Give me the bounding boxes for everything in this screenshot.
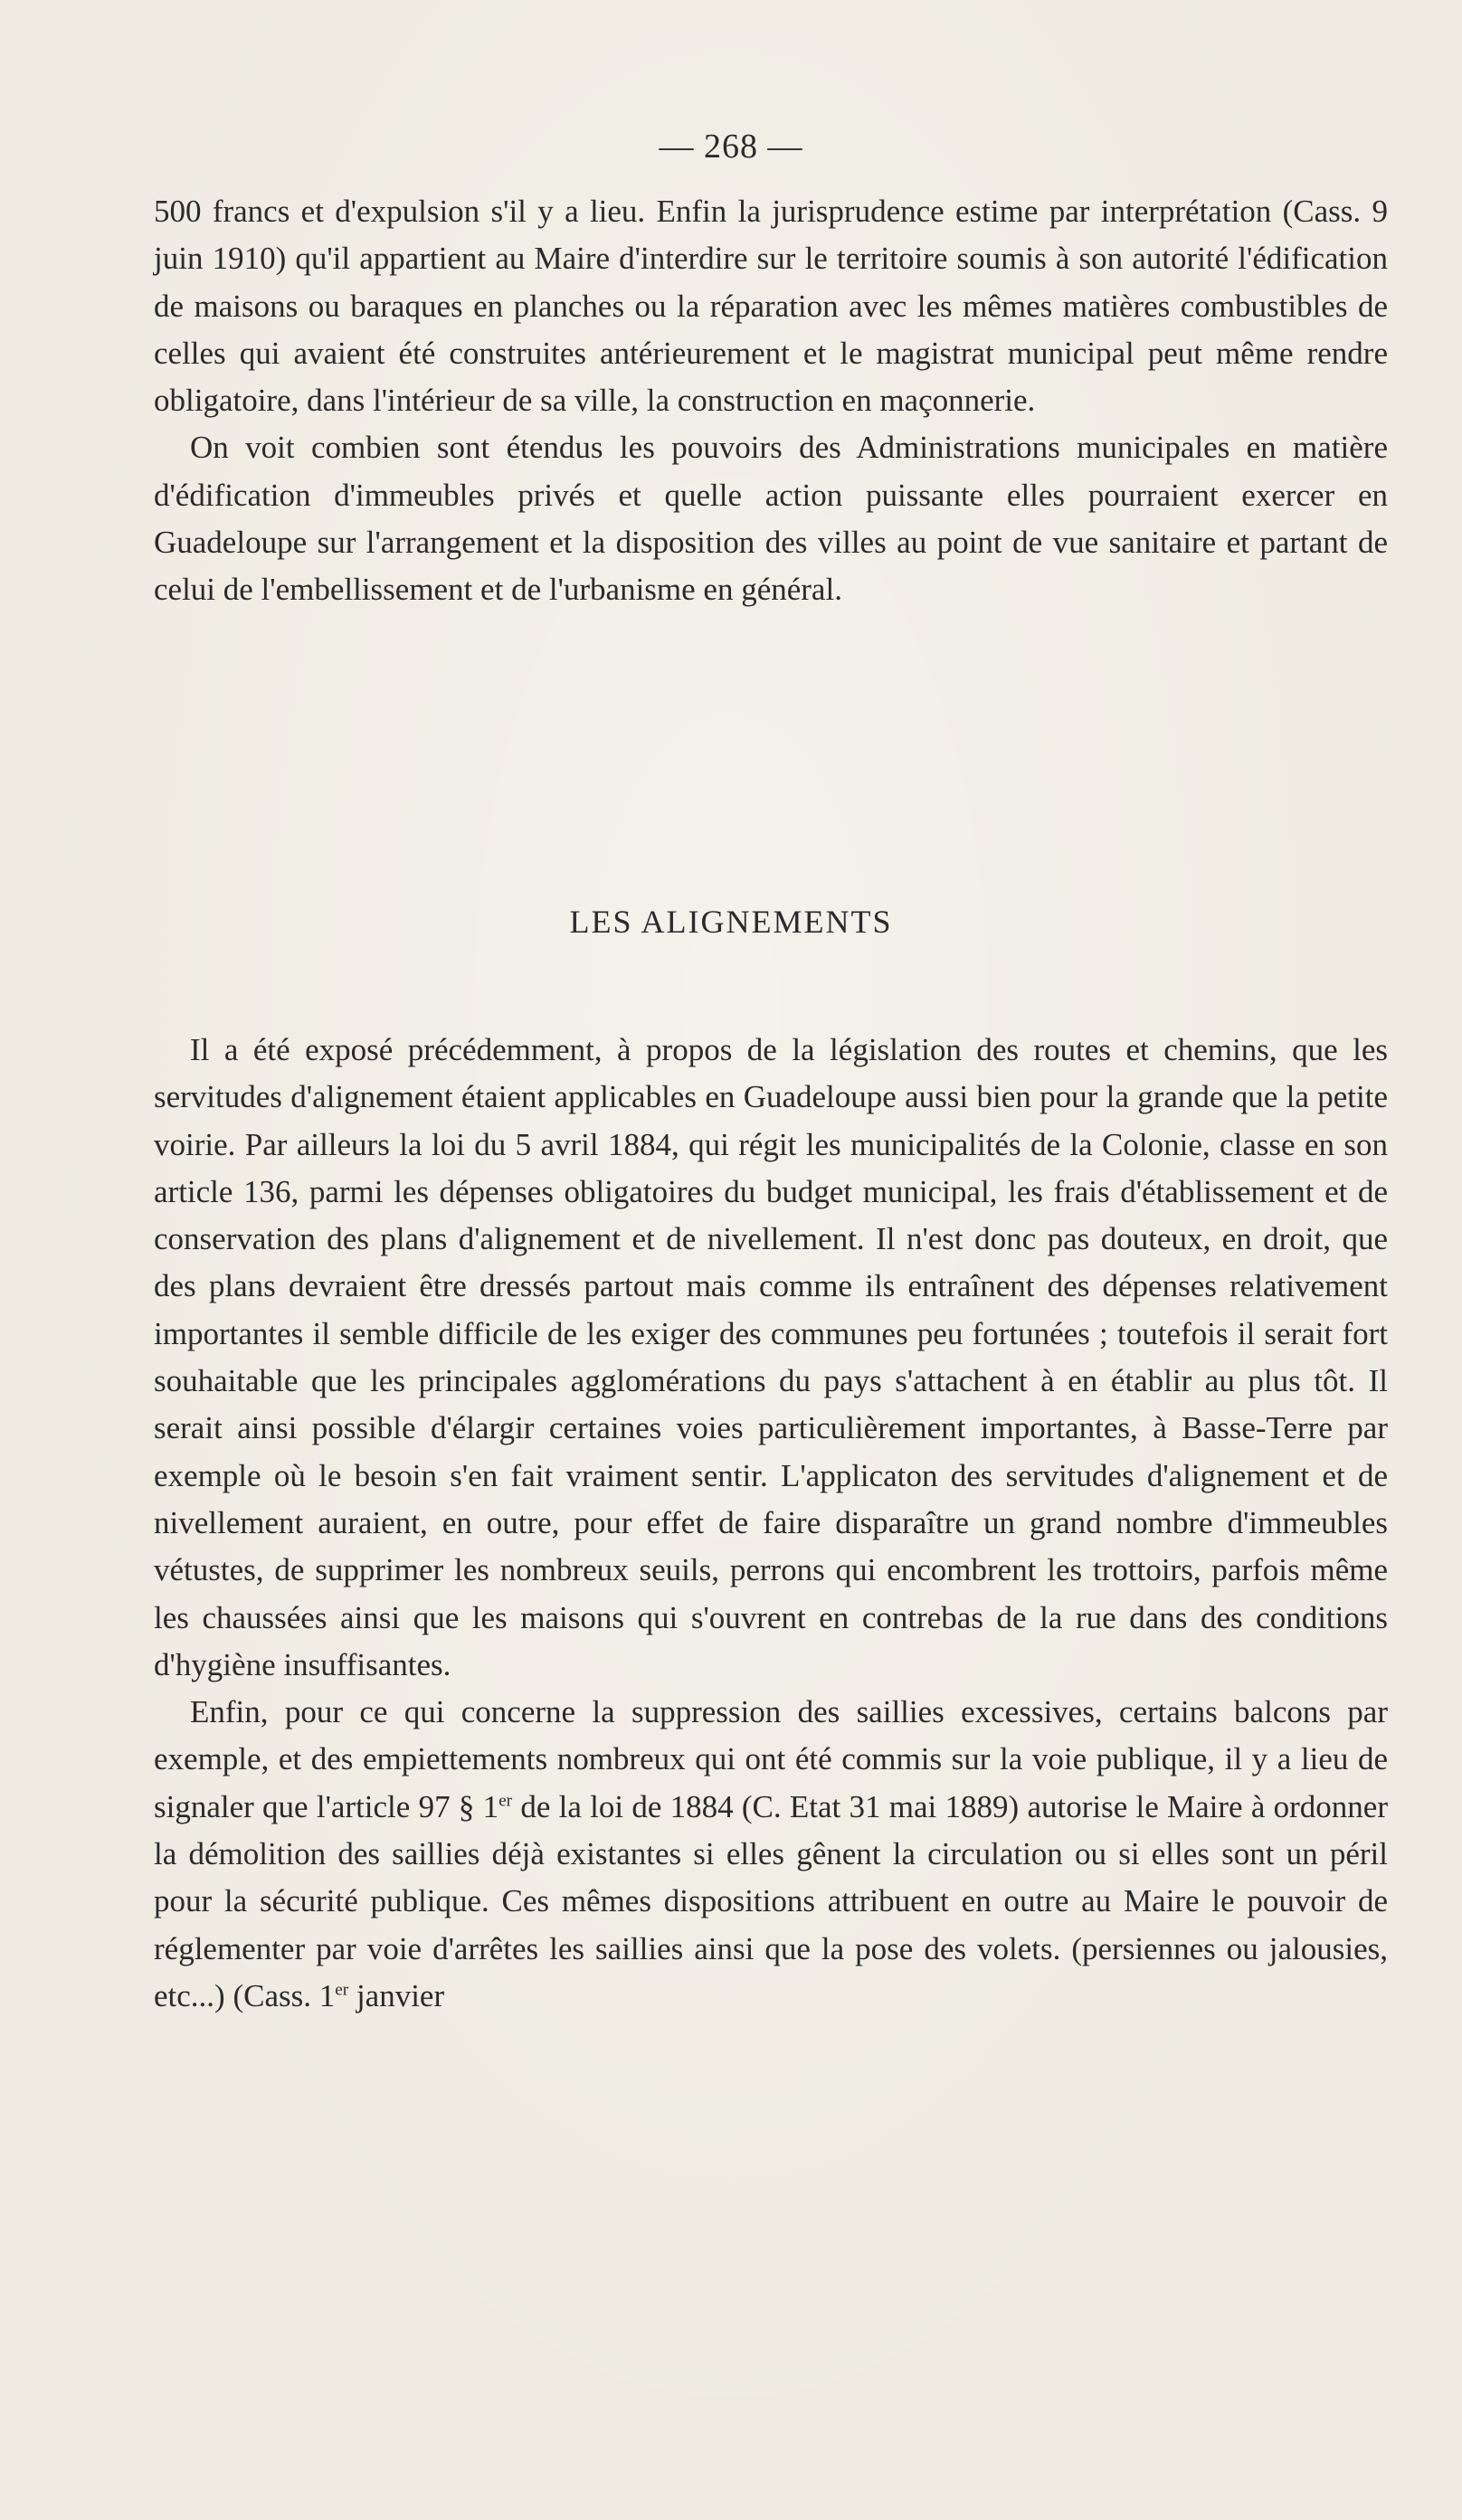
- paragraph-text: de la loi de 1884 (C. Etat 31 mai 1889) autorise le Maire à ordonner la démolition des saillies déjà existantes si elles gênent la circulation ou si elles sont un péril pour la sécurité publique. Ces mêmes dispositions attribuent en outre au Maire le pouvoir de réglementer par voie d'arrêtes les saillies ainsi que la pose des volets. (persiennes ou jalousies, etc...) (Cass. 1: [154, 1788, 1388, 2013]
- paragraph-text: janvier: [348, 1977, 445, 2013]
- section-heading: LES ALIGNEMENTS: [569, 904, 893, 940]
- paragraph: Il a été exposé précédemment, à propos de la législation des routes et chemins, que les servitudes d'alignement étaient applicables en Guadeloupe aussi bien pour la grande que la petite voirie. Par ailleurs la loi du 5 avril 1884, qui régit les municipalités de la Colonie, classe en son article 136, parmi les dépenses obligatoires du budget municipal, les frais d'établissement et de conservation des plans d'alignement et de nivellement. Il n'est donc pas douteux, en droit, que des plans devraient être dressés partout mais comme ils entraînent des dépenses relativement importantes il semble difficile de les exiger des communes peu fortunées ; toutefois il serait fort souhaitable que les principales agglomérations du pays s'attachent à en établir au plus tôt. Il serait ainsi possible d'élargir certaines voies particulièrement importantes, à Basse-Terre par exemple où le besoin s'en fait vraiment sentir. L'applicaton des servitudes d'alignement et de nivellement auraient, en outre, pour effet de faire disparaître un grand nombre d'immeubles vétustes, de supprimer les nombreux seuils, perrons qui encombrent les trottoirs, parfois même les chaussées ainsi que les maisons qui s'ouvrent en contrebas de la rue dans des conditions d'hygiène insuffisantes.: [154, 1032, 1388, 1682]
- ordinal-superscript: er: [335, 1980, 349, 2000]
- intro-text-block: [154, 188, 1388, 614]
- paragraph-text: Enfin, pour ce qui concerne la suppression des saillies excessives, certains balcons par exemple, et des empiettements nombreux qui ont été commis sur la voie publique, il y a lieu de signaler que l'article 97 § 1: [154, 1694, 1388, 1824]
- paragraph: 500 francs et d'expulsion s'il y a lieu. Enfin la jurisprudence estime par interprétation (Cass. 9 juin 1910) qu'il appartient au Maire d'interdire sur le territoire soumis à son autorité l'édification de maisons ou baraques en planches ou la réparation avec les mêmes matières combustibles de celles qui avaient été construites antérieurement et le magistrat municipal peut même rendre obligatoire, dans l'intérieur de sa ville, la construction en maçonnerie.: [154, 194, 1388, 419]
- paragraph: On voit combien sont étendus les pouvoirs des Administrations municipales en matière d'édification d'immeubles privés et quelle action puissante elles pourraient exercer en Guadeloupe sur l'arrangement et la disposition des villes au point de vue sanitaire et partant de celui de l'embellissement et de l'urbanisme en général.: [154, 430, 1388, 608]
- paragraph: [154, 1689, 1388, 2020]
- alignements-text-block: [154, 1027, 1388, 2020]
- page-number: — 268 —: [659, 128, 803, 166]
- ordinal-superscript: er: [498, 1791, 513, 1811]
